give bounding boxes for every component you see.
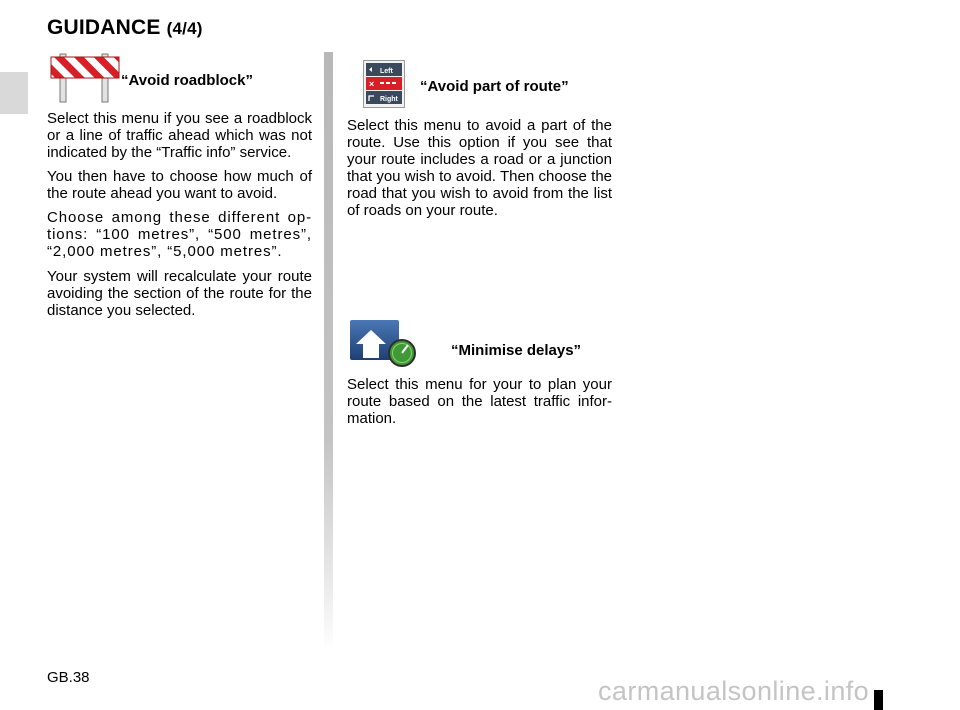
page-number: GB.38 — [47, 669, 90, 686]
roadblock-paragraph-2: You then have to choose how much of the route ahead you want to avoid. — [47, 168, 312, 202]
section-tab — [0, 72, 28, 114]
avoid-part-of-route-icon — [363, 60, 405, 113]
roadblock-paragraph-1: Select this menu if you see a roadblock or a line of traffic ahead which was not indicated by the “Traffic info” service. — [47, 110, 312, 161]
minimise-delays-paragraph: Select this menu for your to plan your route based on the latest traffic infor-mation. — [347, 376, 612, 427]
page-title — [47, 16, 203, 40]
page-title-text: GUIDANCE — [47, 16, 161, 39]
roadblock-barrier-icon — [50, 53, 120, 108]
roadblock-paragraph-3: Choose among these different op-tions: “100 metres”, “500 metres”, “2,000 metres”, “5,000 metres”. — [47, 209, 312, 260]
icon-left-label: Left — [380, 68, 393, 75]
corner-mark — [874, 690, 883, 710]
column-divider — [324, 52, 333, 652]
avoid-roadblock-heading: “Avoid roadblock” — [121, 72, 253, 89]
page-title-part: (4/4) — [166, 19, 203, 38]
roadblock-paragraph-4: Your system will recalculate your route avoiding the section of the route for the distance you selected. — [47, 268, 312, 319]
watermark: carmanualsonline.info — [598, 676, 870, 706]
minimise-delays-heading: “Minimise delays” — [451, 342, 582, 359]
svg-text:×: × — [369, 79, 375, 89]
avoid-part-of-route-heading: “Avoid part of route” — [420, 78, 569, 95]
minimise-delays-icon — [349, 318, 419, 375]
avoid-part-paragraph: Select this menu to avoid a part of the route. Use this option if you see that your route includes a road or a junction that you wish to avoid. Then choose the road that you wish to avoid from the list of roads on your route. — [347, 117, 612, 219]
icon-right-label: Right — [380, 96, 398, 103]
